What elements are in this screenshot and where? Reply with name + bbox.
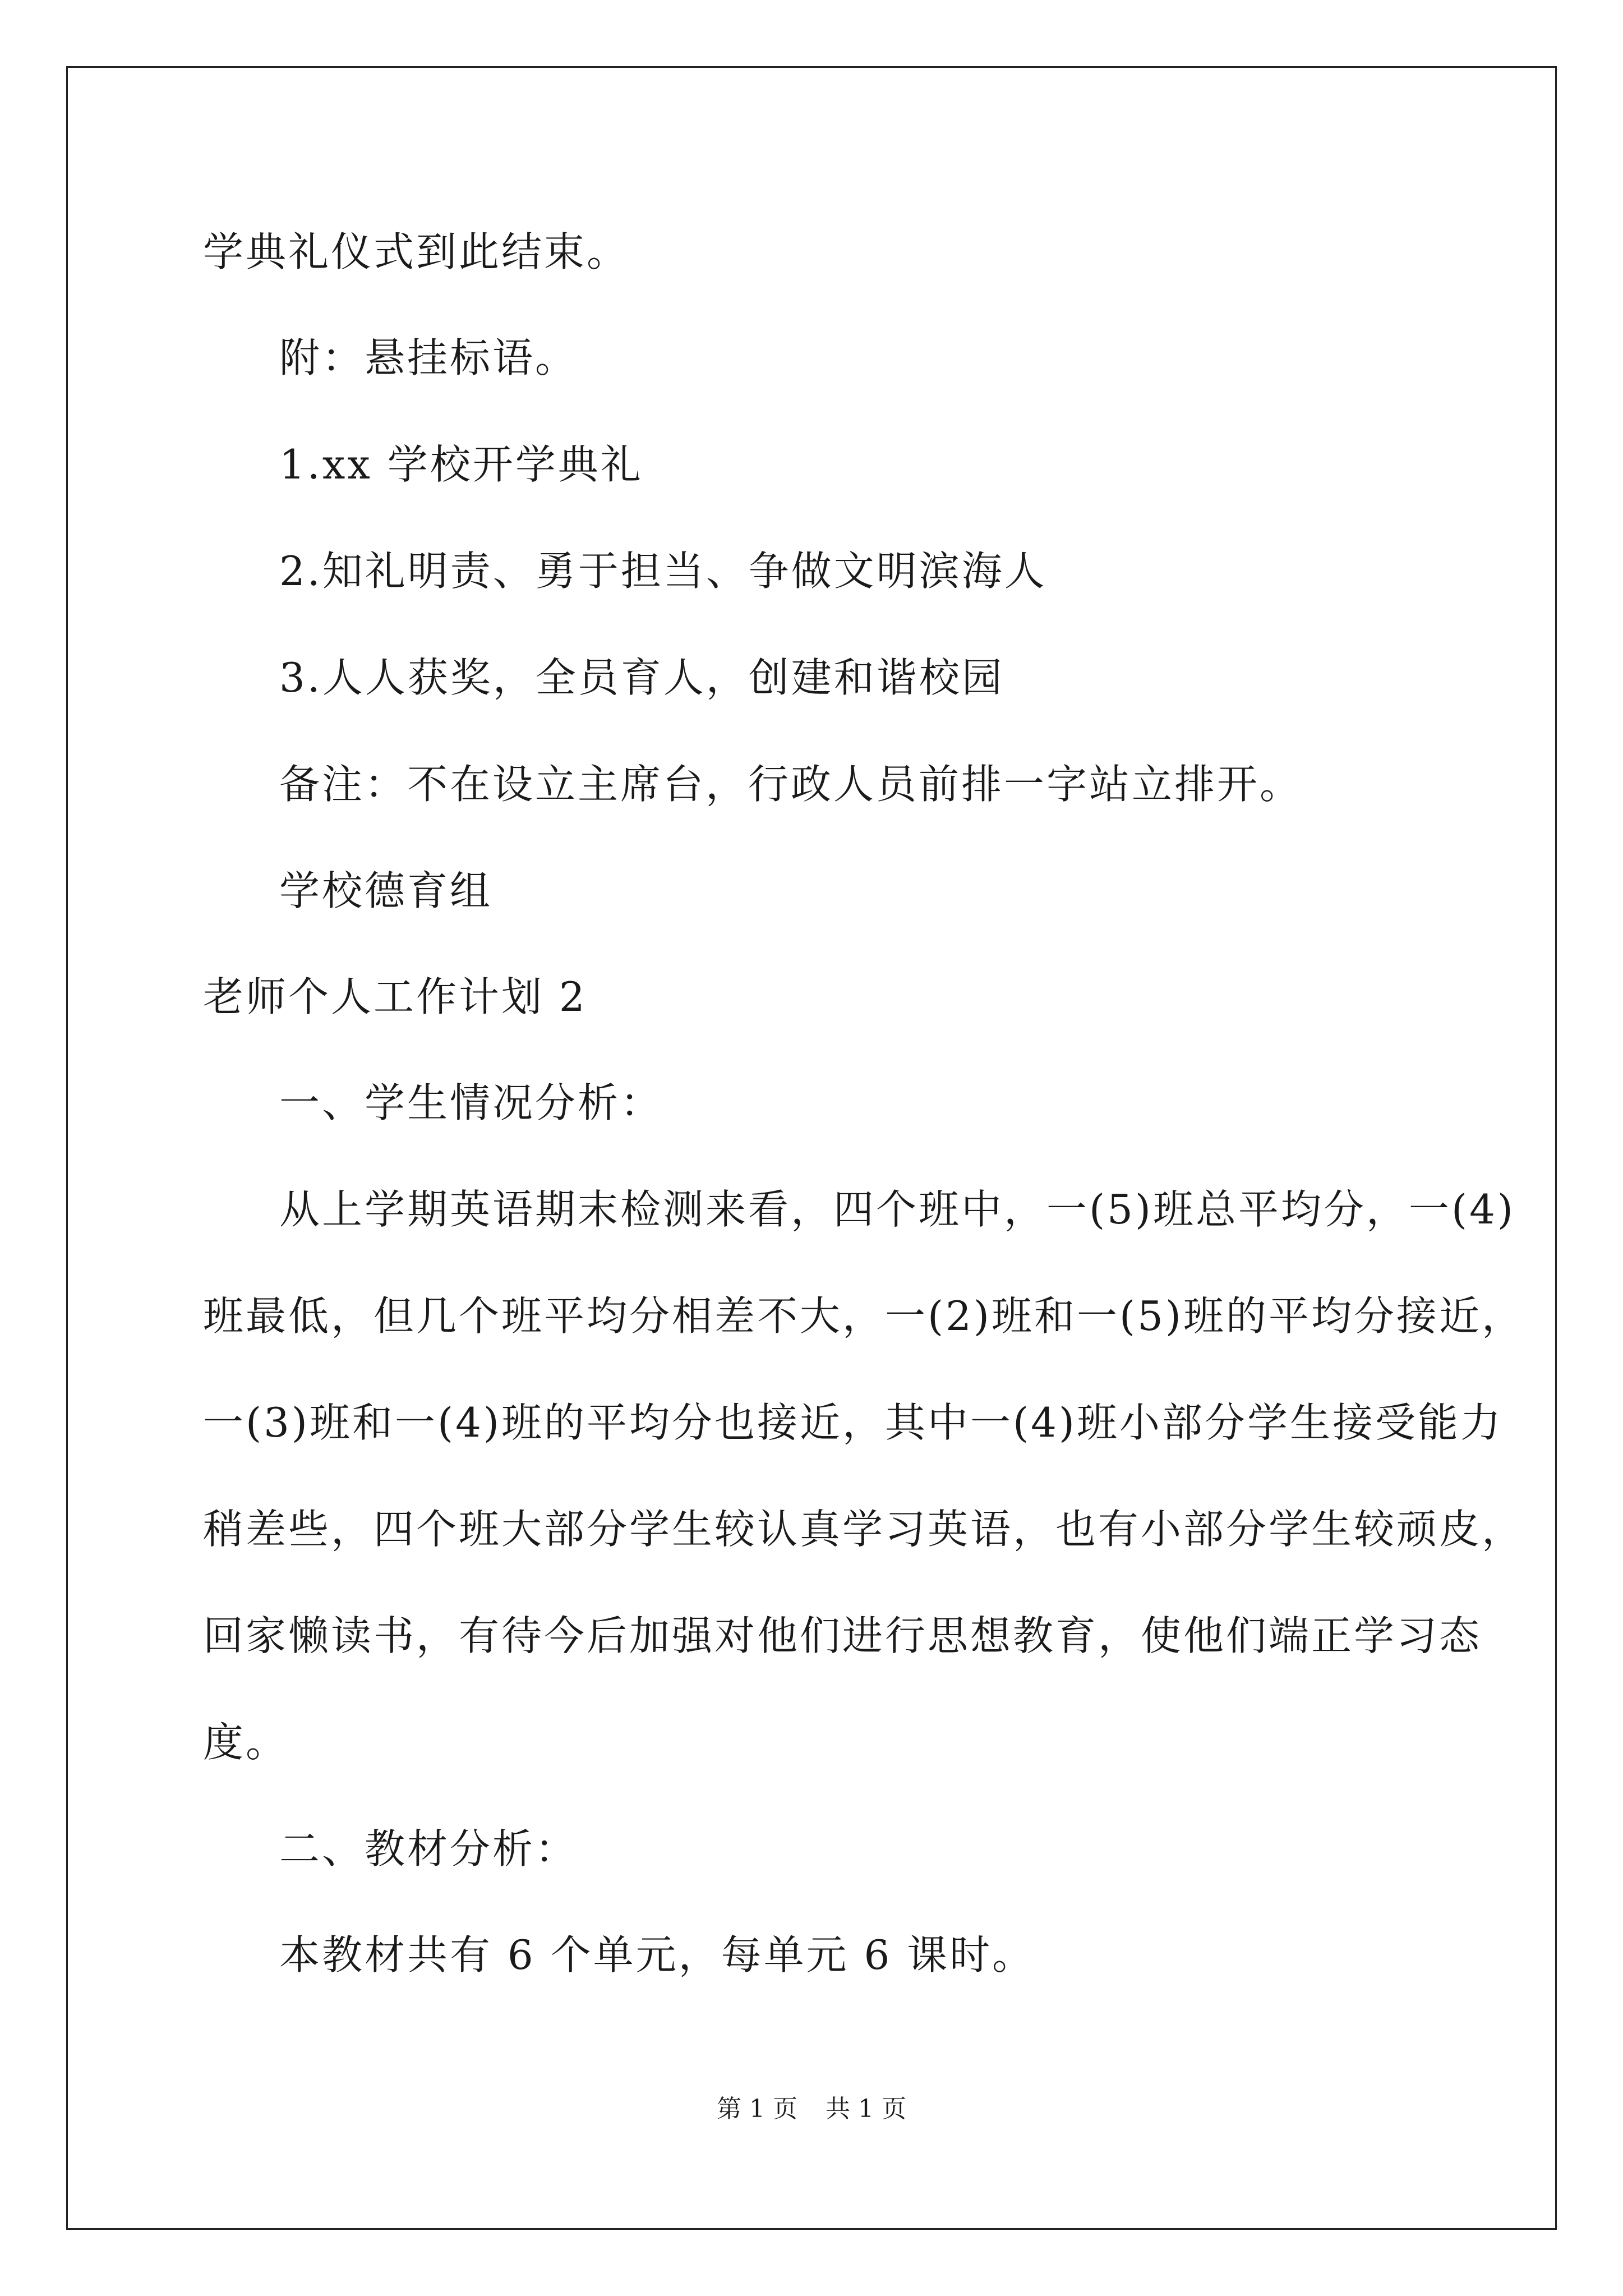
text-line-closing: 学典礼仪式到此结束。 xyxy=(203,228,630,275)
paragraph-line: 一(3)班和一(4)班的平均分也接近，其中一(4)班小部分学生接受能力 xyxy=(203,1399,1503,1446)
text-line-textbook: 本教材共有 6 个单元，每单元 6 课时。 xyxy=(279,1931,1035,1978)
page-number-current: 第 1 页 xyxy=(717,2095,797,2123)
paragraph-line: 班最低，但几个班平均分相差不大，一(2)班和一(5)班的平均分接近， xyxy=(203,1292,1524,1340)
paragraph-line: 稍差些，四个班大部分学生较认真学习英语，也有小部分学生较顽皮， xyxy=(203,1506,1525,1553)
subheading-student-analysis: 一、学生情况分析： xyxy=(279,1079,663,1126)
text-line-note: 备注：不在设立主席台，行政人员前排一字站立排开。 xyxy=(279,761,1303,808)
page-footer xyxy=(0,2097,1623,2122)
section-heading: 老师个人工作计划 2 xyxy=(203,973,587,1020)
paragraph-line: 度。 xyxy=(203,1719,289,1766)
slogan-item-2: 2.知礼明责、勇于担当、争做文明滨海人 xyxy=(279,547,1047,595)
page-border xyxy=(66,66,1557,2230)
slogan-item-1: 1.xx 学校开学典礼 xyxy=(279,441,643,488)
text-line-signature: 学校德育组 xyxy=(279,867,493,914)
subheading-textbook-analysis: 二、教材分析： xyxy=(279,1825,578,1872)
page-number-total: 共 1 页 xyxy=(826,2095,906,2123)
slogan-item-3: 3.人人获奖，全员育人，创建和谐校园 xyxy=(279,654,1004,701)
paragraph-line: 回家懒读书，有待今后加强对他们进行思想教育，使他们端正学习态 xyxy=(203,1612,1482,1659)
text-line-appendix: 附：悬挂标语。 xyxy=(279,334,578,381)
paragraph-line: 从上学期英语期末检测来看，四个班中，一(5)班总平均分，一(4) xyxy=(279,1186,1515,1233)
